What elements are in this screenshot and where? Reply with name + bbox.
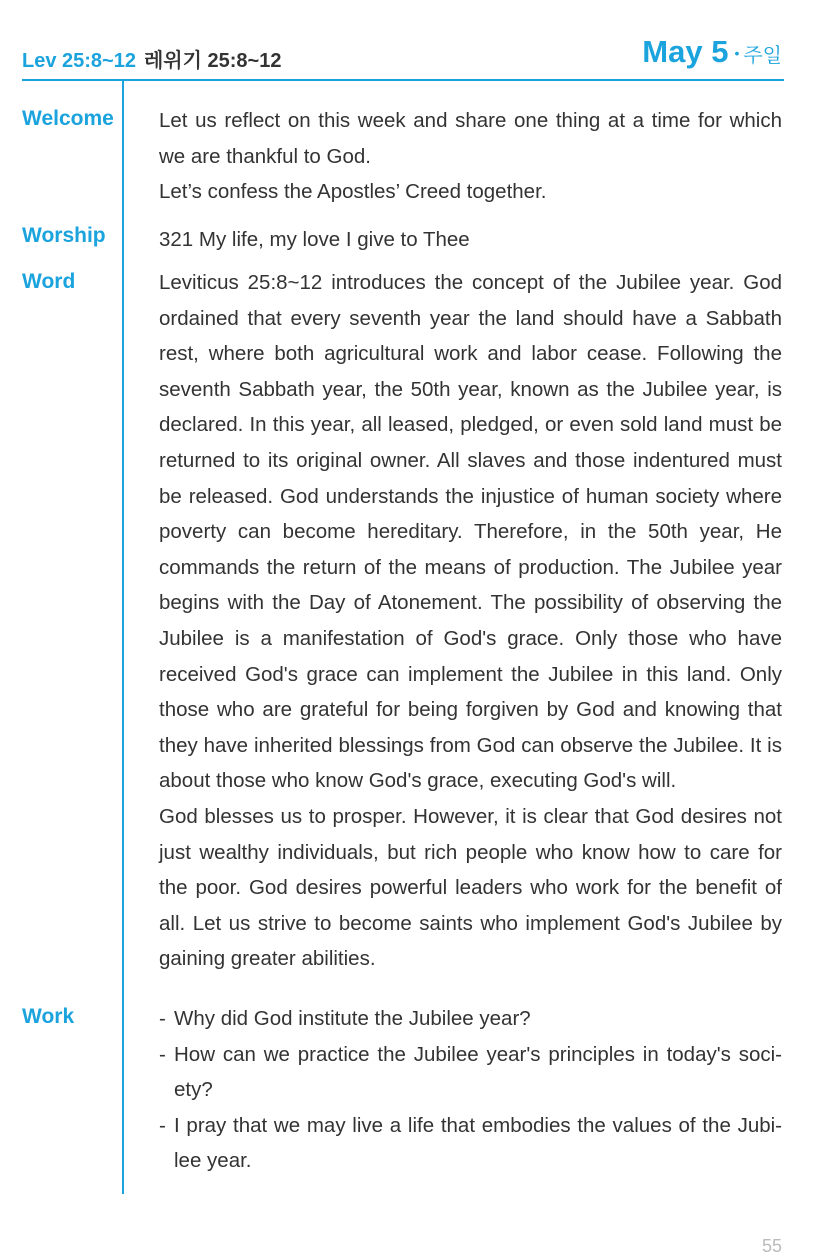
reference-english: Lev 25:8~12: [22, 50, 136, 72]
work-label: Work: [22, 1005, 75, 1028]
word-label: Word: [22, 270, 76, 293]
welcome-label: Welcome: [22, 107, 114, 130]
reference-korean: 레위기 25:8~12: [143, 50, 282, 72]
bullet-separator-icon: •: [734, 45, 740, 61]
list-item-text: I pray that we may live a life that embodies the values of the Jubi-lee year.: [174, 1113, 782, 1173]
welcome-line: Let’s confess the Apostles’ Creed together.: [159, 180, 547, 204]
dash-bullet-icon: -: [159, 1113, 166, 1137]
list-item: [159, 1108, 782, 1179]
page-number: 55: [762, 1236, 783, 1256]
header-divider: [22, 79, 784, 81]
date-text: May 5: [642, 34, 729, 69]
day-of-week: 주일: [743, 45, 782, 67]
list-item-text: How can we practice the Jubilee year's principles in today's soci-ety?: [174, 1042, 782, 1102]
date-heading: [642, 34, 782, 70]
page-header: [22, 30, 782, 80]
worship-content: [159, 222, 782, 258]
welcome-line: Let us reflect on this week and share one thing at a time for which we are thankful to God.: [159, 109, 782, 168]
list-item-text: Why did God institute the Jubilee year?: [174, 1007, 531, 1030]
hymn-text: 321 My life, my love I give to Thee: [159, 228, 470, 251]
dash-bullet-icon: -: [159, 1042, 166, 1066]
word-paragraph: God blesses us to prosper. However, it is clear that God desires not just wealthy individuals, but rich people who know how to care for the poor. God desires powerful leaders who work for the benefit of all. Let us strive to become saints who implement God's Jubilee by gaining greater abilities.: [159, 804, 782, 971]
word-paragraph: Leviticus 25:8~12 introduces the concept of the Jubilee year. God ordained that every seventh year the land should have a Sabbath rest, where both agricultural work and labor cease. Following the seventh Sabbath year, the 50th year, known as the Jubilee year, is declared. In this year, all leased, pledged, or even sold land must be returned to its original owner. All slaves and those indentured must be released. God understands the injustice of human society where poverty can become hereditary. Therefore, in the 50th year, He commands the return of the means of production. The Jubilee year begins with the Day of Atonement. The possibility of observing the Jubilee is a manifestation of God's grace. Only those who have received God's grace can implement the Jubilee in this land. Only those who are grateful for being forgiven by God and knowing that they have inherited blessings from God can observe the Jubilee. It is about those who know God's grace, executing God's will.: [159, 271, 782, 793]
welcome-content: [159, 103, 782, 210]
word-content: [159, 265, 782, 977]
work-content: [159, 1001, 782, 1179]
list-item: [159, 1037, 782, 1108]
work-question-list: [159, 1001, 782, 1179]
dash-bullet-icon: -: [159, 1007, 166, 1030]
scripture-reference: [22, 44, 281, 73]
list-item: [159, 1001, 782, 1037]
worship-label: Worship: [22, 224, 106, 247]
column-divider: [122, 81, 124, 1194]
